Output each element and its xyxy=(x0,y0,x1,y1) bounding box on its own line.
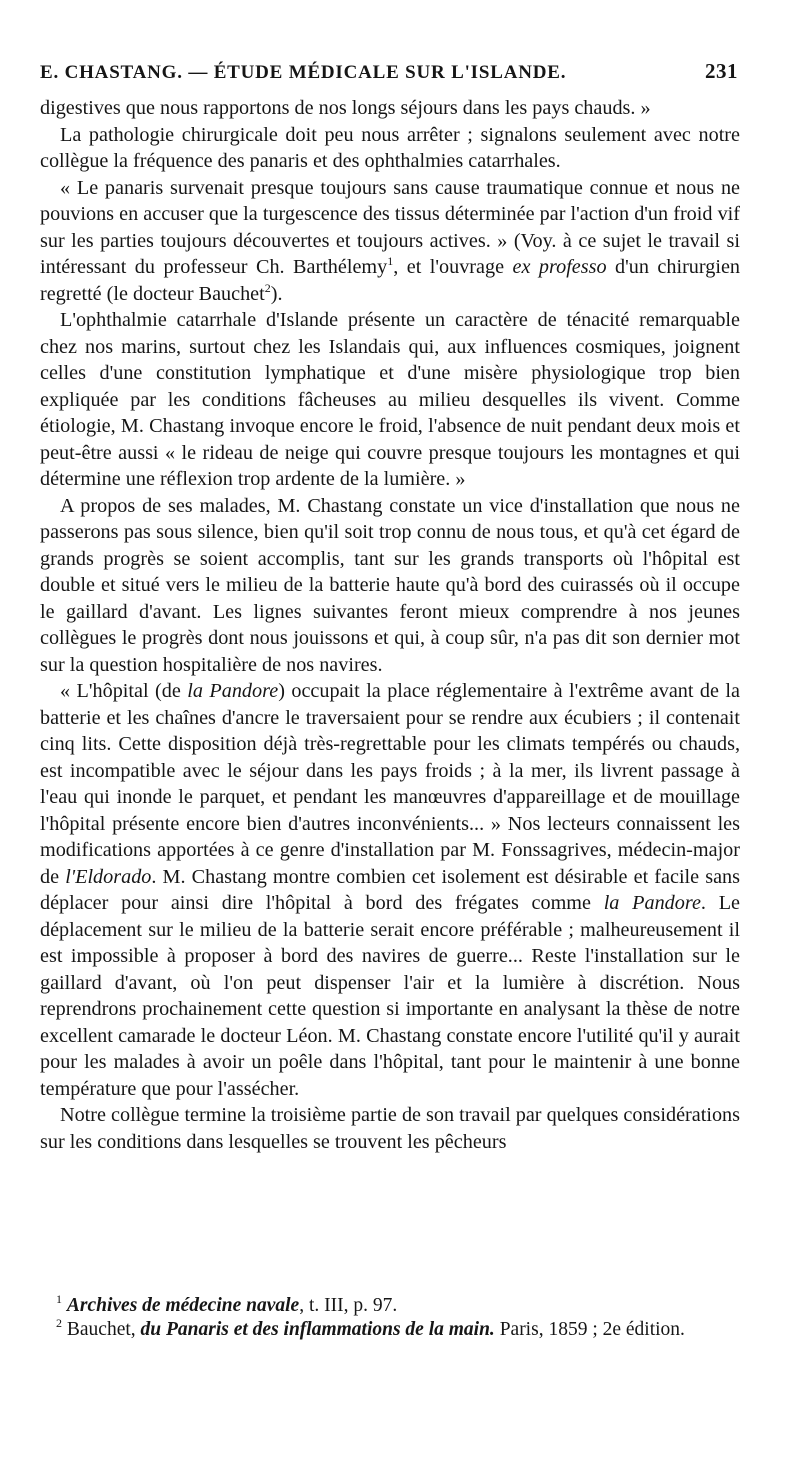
paragraph-text: « Le panaris survenait presque toujours sans cause traumatique connue et nous ne pouvions en accuser que la turgescence des tissus déterminée par l'action d'un froid vif sur les parties toujours découvertes et toujours actives. » (Voy. à ce sujet le travail si intéressant du professeur Ch. Barthélemy xyxy=(40,176,740,278)
paragraph xyxy=(40,678,740,1102)
body-text xyxy=(40,95,740,1155)
paragraph-text: ). xyxy=(270,282,283,305)
citation-title: du Panaris et des inflammations de la main. xyxy=(140,1319,495,1340)
paragraph-text: . M. Chastang montre combien cet isolement est désirable et facile sans déplacer pour ainsi dire l'hôpital à bord des frégates comme xyxy=(40,865,741,914)
ship-name: la Pandore xyxy=(603,892,701,914)
paragraph-text: , et l'ouvrage xyxy=(393,256,505,278)
paragraph-text: « L'hôpital (de xyxy=(60,680,181,702)
paragraph: L'ophthalmie catarrhale d'Islande présente un caractère de ténacité remarquable chez nos marins, surtout chez les Islandais qui, aux influences cosmiques, joignent celles d'une constitution lymphatique et d'une misère physiologique trop bien expliquée par les conditions fâcheuses au milieu desquelles ils vivent. Comme étiologie, M. Chastang invoque encore le froid, l'absence de nuit pendant deux mois et peut-être aussi « le rideau de neige qui couvre presque toujours les montagnes et qui détermine une réflexion trop ardente de la lumière. » xyxy=(40,309,740,490)
paragraph: A propos de ses malades, M. Chastang constate un vice d'installation que nous ne passerons pas sous silence, bien qu'il soit trop connu de nous tous, et qu'à cet égard de grands progrès se soient accomplis, tant sur les grands transports où l'hôpital est double et situé vers le milieu de la batterie haute qu'à bord des cuirassés où il occupe le gaillard d'avant. Les lignes suivantes feront mieux comprendre à nos jeunes collègues le progrès dont nous jouissons et qui, à coup sûr, n'a pas dit son dernier mot sur la question hospitalière de nos navires. xyxy=(40,494,740,676)
citation-detail: , t. III, p. 97. xyxy=(299,1295,398,1316)
paragraph: La pathologie chirurgicale doit peu nous arrêter ; signalons seulement avec notre collègue la fréquence des panaris et des ophthalmies catarrhales. xyxy=(40,123,740,172)
footnote xyxy=(40,1294,740,1318)
footnote-mark: 1 xyxy=(56,1292,62,1306)
ship-name: la Pandore xyxy=(187,680,279,702)
page-number: 231 xyxy=(705,59,738,83)
citation-detail: Paris, 1859 ; 2e édition. xyxy=(499,1319,685,1340)
footnote-mark: 2 xyxy=(56,1316,62,1330)
citation-title: Archives de médecine navale xyxy=(66,1295,300,1316)
footnotes xyxy=(40,1294,740,1342)
paragraph xyxy=(40,175,740,308)
paragraph: Notre collègue termine la troisième partie de son travail par quelques considérations sur les conditions dans lesquelles se trouvent les pêcheurs xyxy=(40,1104,740,1153)
ship-name: l'Eldorado xyxy=(65,865,152,888)
paragraph-text: . Le déplacement sur le milieu de la batterie serait encore préférable ; malheureusement il est impossible à proposer à bord des navires de guerre... Reste l'installation sur le gaillard d'avant, où l'on peut dispenser l'air et la lumière à discrétion. Nous reprendrons prochainement cette question si importante en analysant la thèse de notre excellent camarade le docteur Léon. M. Chastang constate encore l'utilité qu'il y aurait pour les malades à avoir un poêle dans l'hôpital, tant pour le maintenir à une bonne température que pour l'assécher. xyxy=(40,892,740,1100)
paragraph-text: d'un chirurgien regretté (le docteur Bauchet xyxy=(40,256,741,305)
paragraph: digestives que nous rapportons de nos longs séjours dans les pays chauds. » xyxy=(40,97,651,119)
footnote-ref: 1 xyxy=(387,254,394,268)
footnote xyxy=(40,1318,740,1342)
citation-author: Bauchet, xyxy=(66,1319,136,1340)
running-header xyxy=(40,59,738,84)
paragraph-text: ) occupait la place réglementaire à l'extrême avant de la batterie et les chaînes d'ancre le traversaient pour se rendre aux écubiers ; il contenait cinq lits. Cette disposition déjà très-regrettable pour les climats tempérés ou chauds, est incompatible avec le séjour dans les pays froids ; à la mer, ils livrent passage à l'eau qui inonde le parquet, et pendant les manœuvres d'appareillage et de mouillage l'hôpital présente encore bien d'autres inconvénients... » Nos lecteurs connaissent les modifications apportées à ce genre d'installation par M. Fonssagrives, médecin-major de xyxy=(40,680,740,888)
running-title: E. CHASTANG. — ÉTUDE MÉDICALE SUR L'ISLANDE. xyxy=(40,62,567,83)
footnote-ref: 2 xyxy=(264,280,271,295)
emphasis-text: ex professo xyxy=(512,256,607,278)
